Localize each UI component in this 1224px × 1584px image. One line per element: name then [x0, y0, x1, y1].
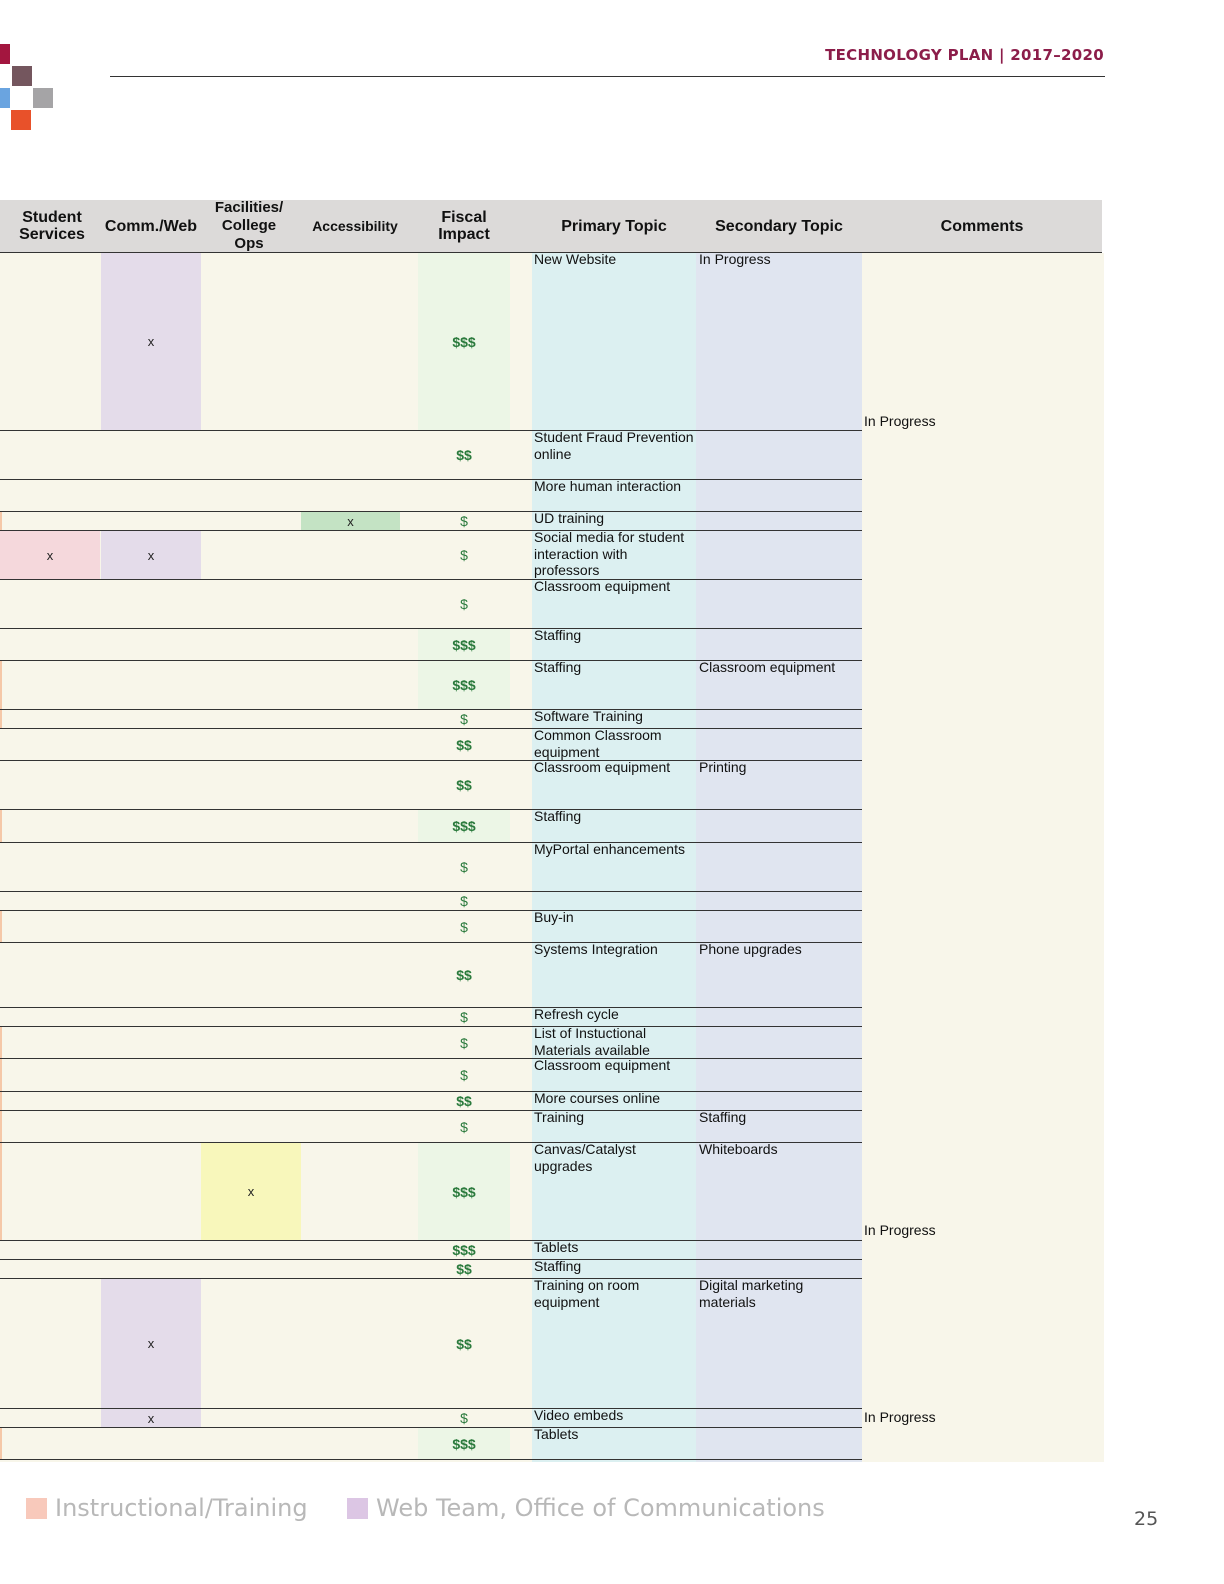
legend-swatch-instructional	[26, 1498, 47, 1519]
facilities-cell	[201, 1111, 301, 1142]
primary-topic-cell: Systems Integration	[534, 941, 658, 957]
legend-item	[347, 1494, 825, 1522]
student-services-cell	[0, 480, 100, 511]
col-header-comments: Comments	[940, 217, 1024, 235]
accessibility-cell	[301, 253, 400, 430]
accessibility-cell	[301, 531, 400, 579]
accessibility-cell	[301, 1428, 400, 1459]
facilities-cell: x	[201, 1143, 301, 1240]
facilities-cell	[201, 843, 301, 891]
table-row	[0, 729, 862, 761]
table-row	[0, 580, 862, 629]
accessibility-cell	[301, 761, 400, 809]
table-row	[0, 661, 862, 710]
comm-web-cell	[101, 911, 201, 942]
fiscal-impact-cell: $	[460, 893, 468, 909]
logo-square	[11, 110, 31, 130]
student-services-cell	[0, 843, 100, 891]
fiscal-impact-cell: $$	[456, 1335, 472, 1352]
student-services-cell	[0, 761, 100, 809]
table-row	[0, 1008, 862, 1027]
fiscal-impact-cell: $	[460, 547, 468, 563]
primary-topic-cell: List of Instuctional Materials available	[534, 1025, 650, 1058]
facilities-cell	[201, 1260, 301, 1278]
primary-topic-cell: Classroom equipment	[534, 578, 671, 594]
table-row	[0, 892, 862, 911]
facilities-cell	[201, 911, 301, 942]
facilities-cell	[201, 729, 301, 760]
student-services-cell	[0, 729, 100, 760]
table-row	[0, 1059, 862, 1092]
secondary-topic-cell: Whiteboards	[699, 1141, 778, 1157]
legend-label: Web Team, Office of Communications	[376, 1494, 825, 1522]
primary-topic-cell: Social media for student interaction with professors	[534, 529, 685, 578]
comm-web-cell	[101, 1428, 201, 1459]
col-header-secondary-topic: Secondary Topic	[715, 217, 843, 235]
facilities-cell	[201, 943, 301, 1007]
col-header-fiscal-impact: Fiscal Impact	[438, 209, 490, 243]
fiscal-impact-cell: $	[460, 918, 468, 935]
primary-topic-cell: Refresh cycle	[534, 1006, 619, 1022]
student-services-cell	[0, 810, 100, 842]
primary-topic-cell: More courses online	[534, 1090, 661, 1106]
fiscal-impact-cell: $$$	[418, 1143, 510, 1240]
fiscal-impact-cell: $$	[456, 967, 472, 983]
student-services-cell	[0, 1027, 100, 1058]
primary-topic-cell: Training	[534, 1109, 585, 1125]
primary-topic-cell: Tablets	[534, 1239, 579, 1255]
accessibility-cell	[301, 1409, 400, 1427]
legend-swatch-web-team	[347, 1498, 368, 1519]
primary-topic-cell: UD training	[534, 510, 605, 526]
table-row	[0, 810, 862, 843]
primary-topic-cell: New Website	[534, 251, 617, 267]
facilities-cell	[201, 1279, 301, 1408]
comm-web-cell	[101, 1027, 201, 1058]
table-row	[0, 843, 862, 892]
facilities-cell	[201, 480, 301, 511]
accessibility-cell	[301, 1241, 400, 1259]
fiscal-impact-cell: $	[460, 1067, 468, 1083]
accessibility-cell	[301, 911, 400, 942]
comm-web-cell	[101, 1260, 201, 1278]
accessibility-cell	[301, 892, 400, 910]
student-services-cell	[0, 580, 100, 628]
primary-topic-cell: Software Training	[534, 708, 643, 724]
table-row	[0, 1409, 862, 1428]
facilities-cell	[201, 253, 301, 430]
comm-web-cell	[101, 843, 201, 891]
facilities-cell	[201, 1409, 301, 1427]
comm-web-cell	[101, 1092, 201, 1110]
fiscal-impact-cell: $$	[456, 447, 472, 463]
student-services-cell	[0, 1409, 100, 1427]
accessibility-cell	[301, 480, 400, 511]
logo-square	[0, 44, 10, 64]
student-services-cell	[0, 1008, 100, 1026]
accessibility-cell	[301, 580, 400, 628]
facilities-cell	[201, 1008, 301, 1026]
student-services-cell	[0, 1059, 100, 1091]
fiscal-impact-cell: $	[460, 1034, 468, 1051]
student-services-cell	[0, 512, 100, 530]
accessibility-cell	[301, 1027, 400, 1058]
fiscal-impact-cell: $$$	[418, 253, 510, 430]
student-services-cell: x	[0, 531, 100, 579]
fiscal-impact-cell: $$$	[418, 810, 510, 842]
table-body	[0, 253, 1104, 1462]
fiscal-impact-cell: $$$	[452, 1242, 476, 1258]
table-row	[0, 1241, 862, 1260]
fiscal-impact-cell: $$	[456, 1093, 472, 1109]
col-header-comm-web: Comm./Web	[104, 217, 198, 235]
comm-web-cell	[101, 729, 201, 760]
table-row	[0, 1428, 862, 1460]
facilities-cell	[201, 710, 301, 728]
fiscal-impact-cell: $	[460, 1410, 468, 1426]
comm-web-cell	[101, 1059, 201, 1091]
student-services-cell	[0, 1260, 100, 1278]
table-row	[0, 710, 862, 729]
comm-web-cell	[101, 810, 201, 842]
comm-web-cell	[101, 1241, 201, 1259]
secondary-topic-cell: Printing	[699, 759, 747, 775]
student-services-cell	[0, 431, 100, 479]
comm-web-cell	[101, 580, 201, 628]
comm-web-cell	[101, 943, 201, 1007]
comment-cell: In Progress	[864, 1409, 936, 1425]
primary-topic-cell: Student Fraud Prevention online	[534, 429, 694, 462]
fiscal-impact-cell: $	[460, 513, 468, 529]
accessibility-cell	[301, 729, 400, 760]
comm-web-cell	[101, 1111, 201, 1142]
comm-web-cell: x	[101, 253, 201, 430]
accessibility-cell	[301, 1111, 400, 1142]
student-services-cell	[0, 710, 100, 728]
secondary-topic-cell: Classroom equipment	[699, 659, 836, 675]
student-services-cell	[0, 911, 100, 942]
comm-web-cell	[101, 1008, 201, 1026]
table-row	[0, 629, 862, 661]
student-services-cell	[0, 892, 100, 910]
table-row	[0, 512, 862, 531]
accessibility-cell	[301, 943, 400, 1007]
comm-web-cell	[101, 661, 201, 709]
legend-item	[26, 1494, 308, 1522]
student-services-cell	[0, 661, 100, 709]
secondary-topic-cell: Digital marketing materials	[699, 1277, 804, 1310]
student-services-cell	[0, 1279, 100, 1408]
fiscal-impact-cell: $	[460, 1009, 468, 1025]
comm-web-cell: x	[101, 1409, 201, 1427]
primary-topic-cell: Staffing	[534, 808, 582, 824]
primary-topic-cell: Classroom equipment	[534, 1057, 671, 1073]
comm-web-cell	[101, 892, 201, 910]
primary-topic-cell: MyPortal enhancements	[534, 841, 685, 857]
primary-topic-cell: Staffing	[534, 627, 582, 643]
table-row	[0, 1279, 862, 1409]
comm-web-cell	[101, 1143, 201, 1240]
logo-square	[12, 66, 32, 86]
table-header	[0, 200, 1102, 253]
fiscal-impact-cell: $$	[456, 1261, 472, 1277]
accessibility-cell	[301, 843, 400, 891]
accessibility-cell	[301, 1059, 400, 1091]
table-row	[0, 943, 862, 1008]
student-services-cell	[0, 1428, 100, 1459]
primary-topic-cell: Staffing	[534, 659, 582, 675]
table-row	[0, 531, 862, 580]
col-header-facilities: Facilities/ College Ops	[214, 199, 284, 252]
primary-topic-cell: Video embeds	[534, 1407, 624, 1423]
accessibility-cell	[301, 710, 400, 728]
fiscal-impact-cell: $$$	[418, 1428, 510, 1459]
facilities-cell	[201, 512, 301, 530]
comm-web-cell	[101, 629, 201, 660]
comm-web-cell	[101, 431, 201, 479]
table-row	[0, 1111, 862, 1143]
facilities-cell	[201, 531, 301, 579]
primary-topic-cell: Buy-in	[534, 909, 574, 925]
student-services-cell	[0, 1241, 100, 1259]
comm-web-cell: x	[101, 1279, 201, 1408]
col-header-primary-topic: Primary Topic	[561, 217, 667, 235]
table-row	[0, 1143, 862, 1241]
facilities-cell	[201, 1241, 301, 1259]
accessibility-cell	[301, 1143, 400, 1240]
primary-topic-cell: Common Classroom equipment	[534, 727, 662, 760]
facilities-cell	[201, 1428, 301, 1459]
col-header-accessibility: Accessibility	[312, 217, 398, 234]
facilities-cell	[201, 661, 301, 709]
facilities-cell	[201, 1027, 301, 1058]
facilities-cell	[201, 1092, 301, 1110]
comm-web-cell: x	[101, 531, 201, 579]
student-services-cell	[0, 943, 100, 1007]
primary-topic-cell: Staffing	[534, 1258, 582, 1274]
accessibility-cell: x	[301, 512, 400, 530]
fiscal-impact-cell: $$$	[418, 629, 510, 660]
table-row	[0, 480, 862, 512]
primary-topic-cell: Tablets	[534, 1426, 579, 1442]
accessibility-cell	[301, 810, 400, 842]
facilities-cell	[201, 629, 301, 660]
facilities-cell	[201, 1059, 301, 1091]
col-header-student-services: Student Services	[19, 209, 85, 243]
comm-web-cell	[101, 710, 201, 728]
table-row	[0, 1027, 862, 1059]
comment-cell: In Progress	[864, 1222, 936, 1238]
facilities-cell	[201, 761, 301, 809]
fiscal-impact-cell: $$$	[418, 661, 510, 709]
fiscal-impact-cell: $$	[456, 777, 472, 793]
table-row	[0, 761, 862, 810]
student-services-cell	[0, 1143, 100, 1240]
logo-square	[33, 88, 53, 108]
fiscal-impact-cell: $	[460, 1118, 468, 1135]
topics-table	[0, 200, 1104, 1462]
secondary-topic-cell: In Progress	[699, 251, 771, 267]
facilities-cell	[201, 810, 301, 842]
header-rule	[110, 76, 1105, 77]
accessibility-cell	[301, 1008, 400, 1026]
fiscal-impact-cell: $	[460, 711, 468, 727]
logo-square	[0, 88, 10, 108]
secondary-topic-cell: Staffing	[699, 1109, 747, 1125]
accessibility-cell	[301, 661, 400, 709]
primary-topic-cell: Classroom equipment	[534, 759, 671, 775]
table-row	[0, 911, 862, 943]
table-row	[0, 253, 862, 431]
student-services-cell	[0, 1111, 100, 1142]
accessibility-cell	[301, 431, 400, 479]
legend-label: Instructional/Training	[55, 1494, 308, 1522]
secondary-topic-cell: Phone upgrades	[699, 941, 802, 957]
primary-topic-cell: More human interaction	[534, 478, 682, 494]
page-number: 25	[1134, 1508, 1159, 1530]
accessibility-cell	[301, 1092, 400, 1110]
comment-cell: In Progress	[864, 413, 936, 429]
accessibility-cell	[301, 629, 400, 660]
comm-web-cell	[101, 512, 201, 530]
student-services-cell	[0, 253, 100, 430]
facilities-cell	[201, 892, 301, 910]
table-row	[0, 431, 862, 480]
header-title: TECHNOLOGY PLAN | 2017–2020	[825, 46, 1104, 64]
accessibility-cell	[301, 1260, 400, 1278]
fiscal-impact-cell: $$	[456, 736, 472, 753]
student-services-cell	[0, 629, 100, 660]
accessibility-cell	[301, 1279, 400, 1408]
facilities-cell	[201, 580, 301, 628]
comm-web-cell	[101, 480, 201, 511]
fiscal-impact-cell	[418, 480, 510, 511]
primary-topic-cell: Canvas/Catalyst upgrades	[534, 1141, 636, 1174]
primary-topic-cell: Training on room equipment	[534, 1277, 640, 1310]
comm-web-cell	[101, 761, 201, 809]
fiscal-impact-cell: $	[460, 859, 468, 875]
fiscal-impact-cell: $	[460, 596, 468, 612]
student-services-cell	[0, 1092, 100, 1110]
facilities-cell	[201, 431, 301, 479]
